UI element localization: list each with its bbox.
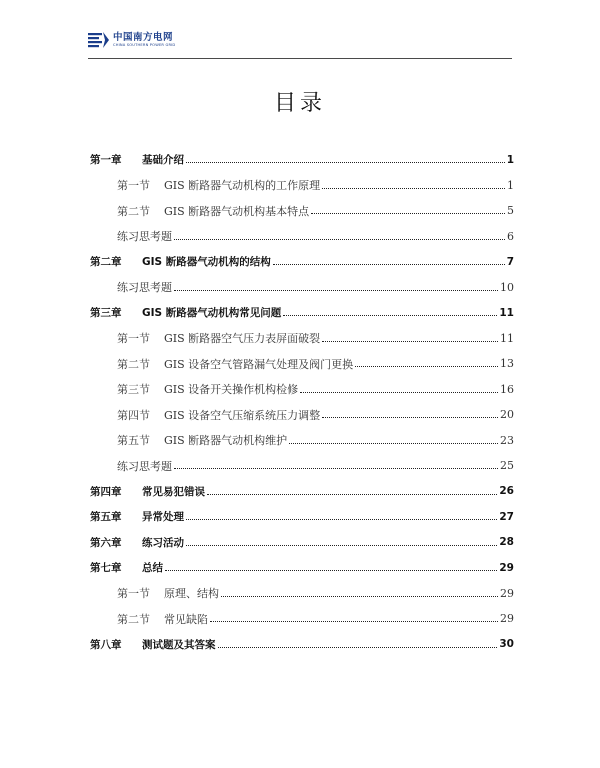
toc-entry-title: 练习思考题 [117,230,172,244]
dot-leader [186,519,497,520]
toc-entry-section[interactable] [90,581,514,607]
toc-entry-title: 练习思考题 [117,281,172,295]
toc-entry-title: GIS 设备空气管路漏气处理及阀门更换 [164,357,354,371]
toc-entry-number: 第三章 [90,307,122,320]
dot-leader [174,290,498,291]
toc-entry-chapter[interactable] [90,300,514,326]
dot-leader [186,545,497,546]
dot-leader [221,596,498,597]
dot-leader [165,570,497,571]
toc-entry-number: 第一节 [117,587,150,601]
toc-entry-number: 第八章 [90,638,122,651]
toc-entry-number: 第四节 [117,408,150,422]
toc-entry-page-number: 1 [506,153,514,166]
toc-entry-exercise[interactable] [90,224,514,250]
toc-entry-exercise[interactable] [90,453,514,479]
toc-entry-number: 第三节 [117,383,150,397]
table-of-contents [90,147,514,657]
toc-entry-chapter[interactable] [90,555,514,581]
toc-entry-page-number: 23 [500,433,514,447]
toc-entry-page-number: 5 [507,204,514,218]
toc-entry-number: 第二节 [117,357,150,371]
toc-entry-number: 第二节 [117,612,150,626]
toc-entry-chapter[interactable] [90,530,514,556]
toc-entry-section[interactable] [90,326,514,352]
org-name-en: CHINA SOUTHERN POWER GRID [113,43,176,47]
toc-entry-number: 第四章 [90,485,122,498]
toc-entry-section[interactable] [90,173,514,199]
toc-entry-title: 原理、结构 [164,587,219,601]
toc-entry-page-number: 28 [499,536,514,549]
toc-entry-page-number: 6 [507,229,514,243]
toc-entry-page-number: 29 [500,612,514,626]
dot-leader [174,239,505,240]
toc-entry-exercise[interactable] [90,275,514,301]
toc-entry-section[interactable] [90,377,514,403]
toc-entry-page-number: 29 [500,586,514,600]
toc-entry-page-number: 13 [500,357,514,371]
toc-entry-page-number: 11 [500,331,514,345]
dot-leader [355,366,498,367]
toc-entry-page-number: 11 [499,306,514,319]
toc-entry-chapter[interactable] [90,249,514,275]
toc-entry-page-number: 26 [499,485,514,498]
toc-entry-title: 练习思考题 [117,459,172,473]
toc-entry-title: 总结 [142,562,163,575]
dot-leader [300,392,498,393]
toc-entry-number: 第一章 [90,154,122,167]
toc-entry-number: 第六章 [90,536,122,549]
toc-entry-page-number: 10 [500,280,514,294]
toc-entry-title: GIS 断路器气动机构的工作原理 [164,179,321,193]
toc-entry-number: 第二章 [90,256,122,269]
dot-leader [218,647,498,648]
toc-entry-chapter[interactable] [90,147,514,173]
toc-entry-chapter[interactable] [90,479,514,505]
toc-entry-title: GIS 设备开关操作机构检修 [164,383,299,397]
toc-entry-title: GIS 断路器气动机构基本特点 [164,204,310,218]
toc-entry-number: 第五章 [90,511,122,524]
toc-entry-title: GIS 断路器气动机构的结构 [142,256,271,269]
toc-entry-section[interactable] [90,606,514,632]
toc-entry-page-number: 29 [499,561,514,574]
toc-entry-number: 第七章 [90,562,122,575]
dot-leader [283,315,497,316]
toc-entry-number: 第二节 [117,204,150,218]
dot-leader [322,417,498,418]
toc-entry-number: 第一节 [117,179,150,193]
header-divider [88,58,512,59]
toc-entry-title: GIS 断路器空气压力表屏面破裂 [164,332,321,346]
toc-entry-page-number: 25 [500,459,514,473]
toc-entry-title: GIS 断路器气动机构维护 [164,434,288,448]
toc-entry-title: 测试题及其答案 [142,638,216,651]
toc-entry-title: GIS 设备空气压缩系统压力调整 [164,408,321,422]
dot-leader [322,341,498,342]
toc-entry-title: 练习活动 [142,536,184,549]
toc-entry-page-number: 7 [506,255,514,268]
dot-leader [210,621,498,622]
toc-entry-chapter[interactable] [90,504,514,530]
page-title: 目录 [273,91,326,116]
toc-entry-section[interactable] [90,198,514,224]
toc-entry-title: GIS 断路器气动机构常见问题 [142,307,282,320]
toc-entry-title: 异常处理 [142,511,184,524]
org-name-cn: 中国南方电网 [113,32,174,43]
toc-entry-title: 常见缺陷 [164,612,208,626]
toc-entry-page-number: 20 [500,408,514,422]
dot-leader [311,213,505,214]
dot-leader [207,494,497,495]
csg-logo-icon [88,32,110,48]
toc-entry-title: 基础介绍 [142,154,184,167]
dot-leader [186,162,505,163]
toc-entry-page-number: 27 [499,510,514,523]
dot-leader [273,264,505,265]
toc-entry-number: 第一节 [117,332,150,346]
dot-leader [322,188,505,189]
toc-entry-chapter[interactable] [90,632,514,658]
toc-entry-section[interactable] [90,428,514,454]
toc-entry-number: 第五节 [117,434,150,448]
dot-leader [174,468,498,469]
toc-entry-page-number: 16 [500,382,514,396]
toc-entry-section[interactable] [90,351,514,377]
page-header [88,32,175,48]
dot-leader [289,443,498,444]
toc-entry-page-number: 1 [507,178,514,192]
toc-entry-page-number: 30 [499,638,514,651]
toc-entry-title: 常见易犯错误 [142,485,205,498]
toc-entry-section[interactable] [90,402,514,428]
